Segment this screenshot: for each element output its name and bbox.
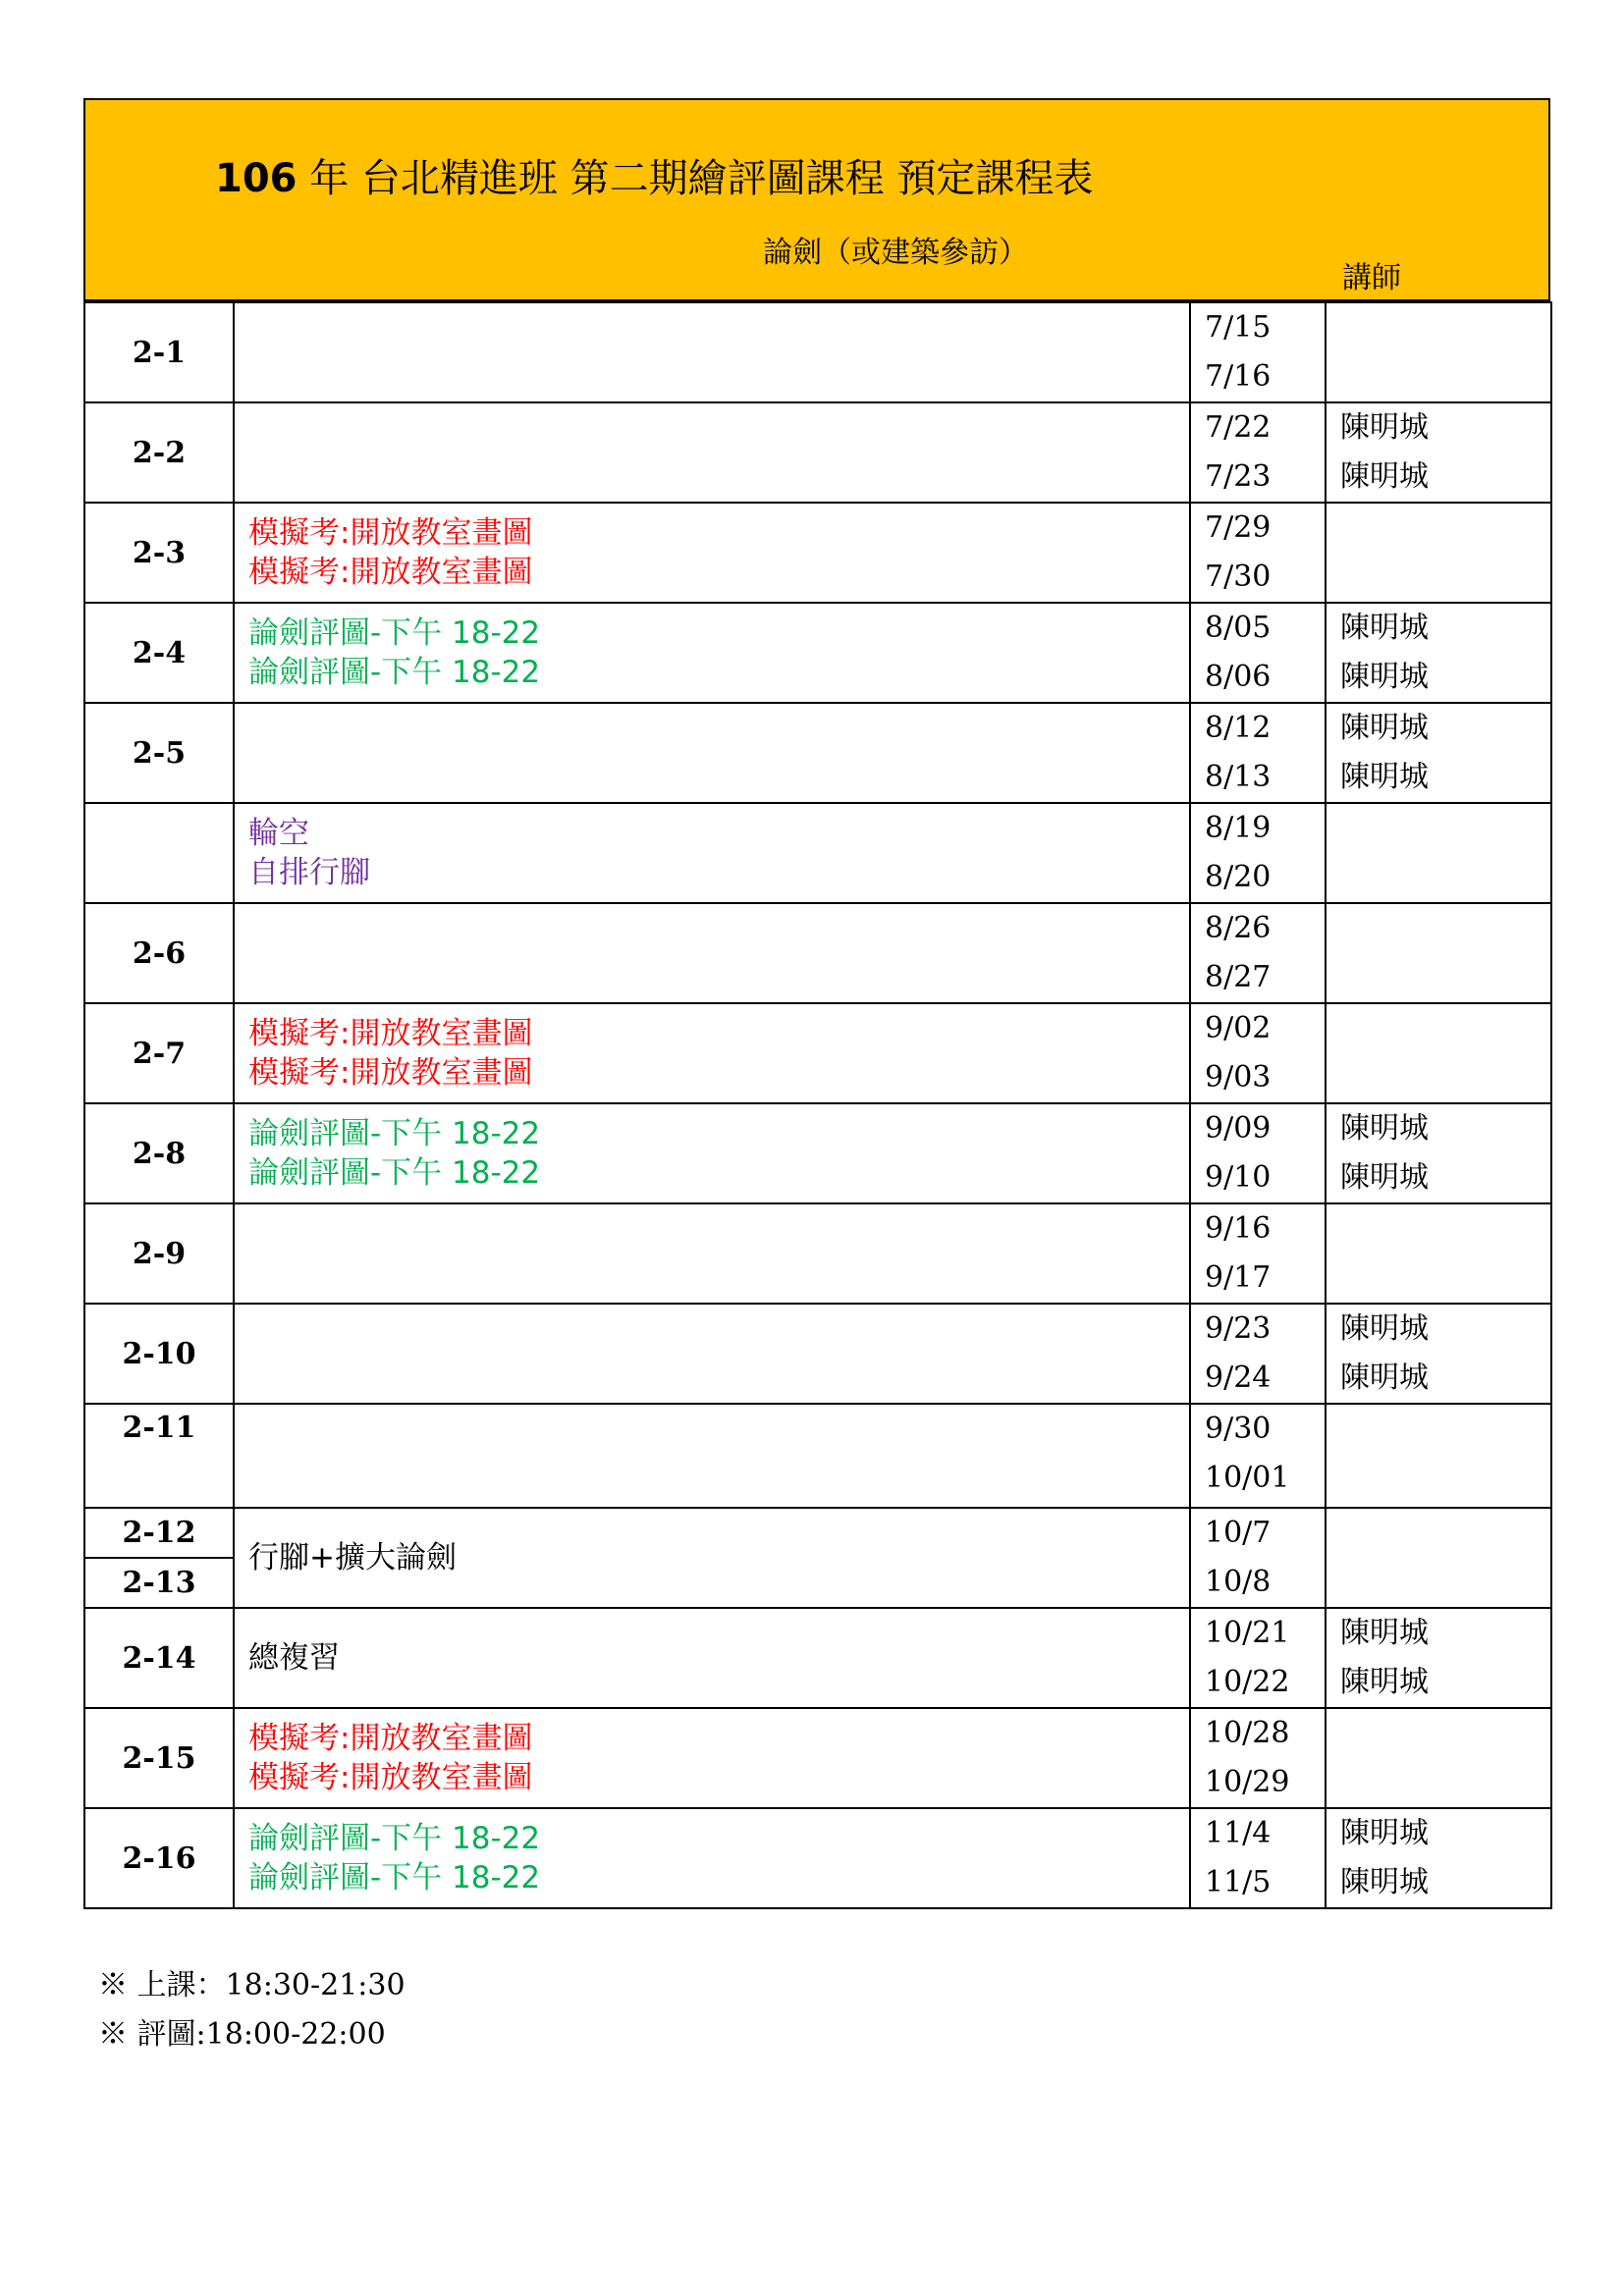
date-value: 7/30 [1205,560,1272,594]
table-row [84,603,1551,703]
note-class-time: ※ 上課：18:30-21:30 [98,1968,406,2002]
course-cell [234,703,1190,803]
instructor-name: 陳明城 [1340,611,1429,645]
note-review-time: ※ 評圖:18:00-22:00 [98,2017,386,2052]
session-code: 2-8 [84,1103,234,1203]
date-value: 9/03 [1205,1060,1272,1095]
course-line: 模擬考:開放教室畫圖 [248,515,533,551]
instructor-name [1340,303,1550,352]
date-cell [1190,1808,1326,1908]
session-code: 2-16 [84,1808,234,1908]
instructor-name [1340,1004,1550,1053]
date-value: 9/23 [1205,1311,1272,1346]
date-value: 9/09 [1205,1111,1272,1146]
course-line: 論劍評圖-下午 18-22 [248,615,541,651]
instructor-cell [1326,1304,1551,1404]
course-line: 自排行腳 [248,855,370,890]
date-value: 8/20 [1205,860,1272,894]
instructor-cell [1326,503,1551,603]
date-value: 8/19 [1205,811,1272,845]
instructor-name: 陳明城 [1340,660,1429,694]
course-line: 論劍評圖-下午 18-22 [248,1116,541,1151]
instructor-cell [1326,402,1551,503]
instructor-name: 陳明城 [1340,1361,1429,1395]
date-value: 7/22 [1205,410,1272,445]
date-value: 8/12 [1205,711,1272,745]
instructor-cell [1326,1808,1551,1908]
instructor-cell [1326,302,1551,402]
instructor-name [1340,1509,1550,1558]
title-year: 106 [215,156,298,201]
date-value: 10/01 [1205,1461,1290,1495]
instructor-name [1340,1254,1550,1303]
instructor-name: 陳明城 [1340,711,1429,745]
instructor-name [1340,553,1550,602]
instructor-name: 陳明城 [1340,760,1429,794]
date-cell [1190,1103,1326,1203]
course-line: 模擬考:開放教室畫圖 [248,1760,533,1795]
instructor-name [1340,352,1550,401]
session-code: 2-4 [84,603,234,703]
course-line: 模擬考:開放教室畫圖 [248,1721,533,1756]
course-line: 輪空 [248,816,309,851]
course-line: 論劍評圖-下午 18-22 [248,1821,541,1856]
instructor-cell [1326,1103,1551,1203]
table-row [84,803,1551,903]
course-cell [234,1808,1190,1908]
date-value: 9/16 [1205,1211,1272,1246]
session-code [84,803,234,903]
date-value: 7/29 [1205,510,1272,545]
date-cell [1190,302,1326,402]
course-cell [234,302,1190,402]
instructor-cell [1326,1508,1551,1608]
course-cell [234,603,1190,703]
instructor-name [1340,904,1550,953]
session-code: 2-6 [84,903,234,1003]
date-value: 8/13 [1205,760,1272,794]
session-code: 2-10 [84,1304,234,1404]
table-row [84,1708,1551,1808]
date-value: 10/29 [1205,1765,1290,1799]
date-value: 9/17 [1205,1260,1272,1295]
session-code: 2-9 [84,1203,234,1304]
course-line: 論劍評圖-下午 18-22 [248,1860,541,1896]
course-cell [234,903,1190,1003]
session-code: 2-12 [84,1508,234,1558]
table-row [84,1608,1551,1708]
date-value: 11/5 [1205,1865,1272,1899]
course-cell [234,1508,1190,1608]
date-value: 11/4 [1205,1816,1272,1850]
instructor-name [1340,953,1550,1002]
date-value: 9/02 [1205,1011,1272,1045]
schedule-sheet [83,98,1550,1909]
session-code: 2-7 [84,1003,234,1103]
table-row [84,1203,1551,1304]
instructor-name [1340,1454,1550,1503]
instructor-name: 陳明城 [1340,1665,1429,1699]
session-code: 2-14 [84,1608,234,1708]
date-cell [1190,402,1326,503]
table-row [84,302,1551,402]
course-cell [234,1404,1190,1508]
session-code: 2-15 [84,1708,234,1808]
date-cell [1190,503,1326,603]
instructor-name: 陳明城 [1340,1865,1429,1899]
table-row [84,1404,1551,1508]
date-cell [1190,1608,1326,1708]
instructor-name [1340,1053,1550,1102]
date-value: 10/8 [1205,1565,1272,1599]
table-row [84,1304,1551,1404]
course-line: 模擬考:開放教室畫圖 [248,1055,533,1091]
course-cell [234,1304,1190,1404]
session-code: 2-13 [84,1558,234,1608]
date-cell [1190,1708,1326,1808]
course-cell [234,1708,1190,1808]
course-line: 模擬考:開放教室畫圖 [248,1016,533,1051]
notes [98,1961,406,2059]
date-cell [1190,1404,1326,1508]
instructor-name [1340,1558,1550,1607]
session-code: 2-1 [84,302,234,402]
course-cell [234,1003,1190,1103]
date-value: 8/27 [1205,960,1272,994]
course-line: 總複習 [248,1640,340,1676]
date-cell [1190,1003,1326,1103]
session-code: 2-5 [84,703,234,803]
course-cell [234,1608,1190,1708]
date-value: 10/21 [1205,1616,1290,1650]
instructor-name: 陳明城 [1340,1111,1429,1146]
table-row [84,903,1551,1003]
instructor-cell [1326,1404,1551,1508]
date-value: 7/16 [1205,359,1272,394]
instructor-name [1340,853,1550,902]
instructor-name: 陳明城 [1340,1160,1429,1195]
schedule-table [83,301,1552,1909]
course-cell [234,803,1190,903]
instructor-column-label: 講師 [1342,261,1401,295]
course-line: 論劍評圖-下午 18-22 [248,655,541,690]
date-cell [1190,1508,1326,1608]
instructor-name [1340,1405,1550,1454]
instructor-name [1340,1758,1550,1807]
date-value: 9/10 [1205,1160,1272,1195]
date-cell [1190,803,1326,903]
course-line: 論劍評圖-下午 18-22 [248,1155,541,1191]
instructor-name [1340,1709,1550,1758]
table-row [84,703,1551,803]
table-row [84,1508,1551,1558]
session-code: 2-11 [84,1404,234,1508]
instructor-cell [1326,903,1551,1003]
course-line: 行腳+擴大論劍 [248,1540,457,1575]
session-code: 2-2 [84,402,234,503]
date-value: 10/7 [1205,1516,1272,1550]
date-cell [1190,703,1326,803]
instructor-name [1340,504,1550,553]
table-row [84,503,1551,603]
instructor-name: 陳明城 [1340,410,1429,445]
date-value: 9/24 [1205,1361,1272,1395]
course-cell [234,503,1190,603]
date-value: 7/23 [1205,459,1272,494]
instructor-cell [1326,703,1551,803]
course-cell [234,1103,1190,1203]
date-cell [1190,1203,1326,1304]
schedule-header [83,98,1550,301]
instructor-cell [1326,603,1551,703]
course-cell [234,402,1190,503]
date-cell [1190,1304,1326,1404]
table-row [84,1808,1551,1908]
page-subtitle: 論劍（或建築參訪） [763,236,1028,270]
instructor-cell [1326,1608,1551,1708]
instructor-name [1340,804,1550,853]
instructor-cell [1326,1203,1551,1304]
course-cell [234,1203,1190,1304]
instructor-cell [1326,1708,1551,1808]
date-value: 8/06 [1205,660,1272,694]
session-code: 2-3 [84,503,234,603]
instructor-name [1340,1204,1550,1254]
date-cell [1190,603,1326,703]
date-value: 9/30 [1205,1412,1272,1446]
instructor-cell [1326,803,1551,903]
instructor-name: 陳明城 [1340,1816,1429,1850]
date-cell [1190,903,1326,1003]
table-row [84,1003,1551,1103]
instructor-name: 陳明城 [1340,1311,1429,1346]
date-value: 8/05 [1205,611,1272,645]
instructor-name: 陳明城 [1340,1616,1429,1650]
title-text: 年 台北精進班 第二期繪評圖課程 預定課程表 [297,156,1094,201]
page-title [215,147,1093,203]
instructor-cell [1326,1003,1551,1103]
date-value: 7/15 [1205,310,1272,345]
course-line: 模擬考:開放教室畫圖 [248,555,533,590]
table-row [84,402,1551,503]
date-value: 8/26 [1205,911,1272,945]
date-value: 10/22 [1205,1665,1290,1699]
table-row [84,1103,1551,1203]
instructor-name: 陳明城 [1340,459,1429,494]
date-value: 10/28 [1205,1716,1290,1750]
